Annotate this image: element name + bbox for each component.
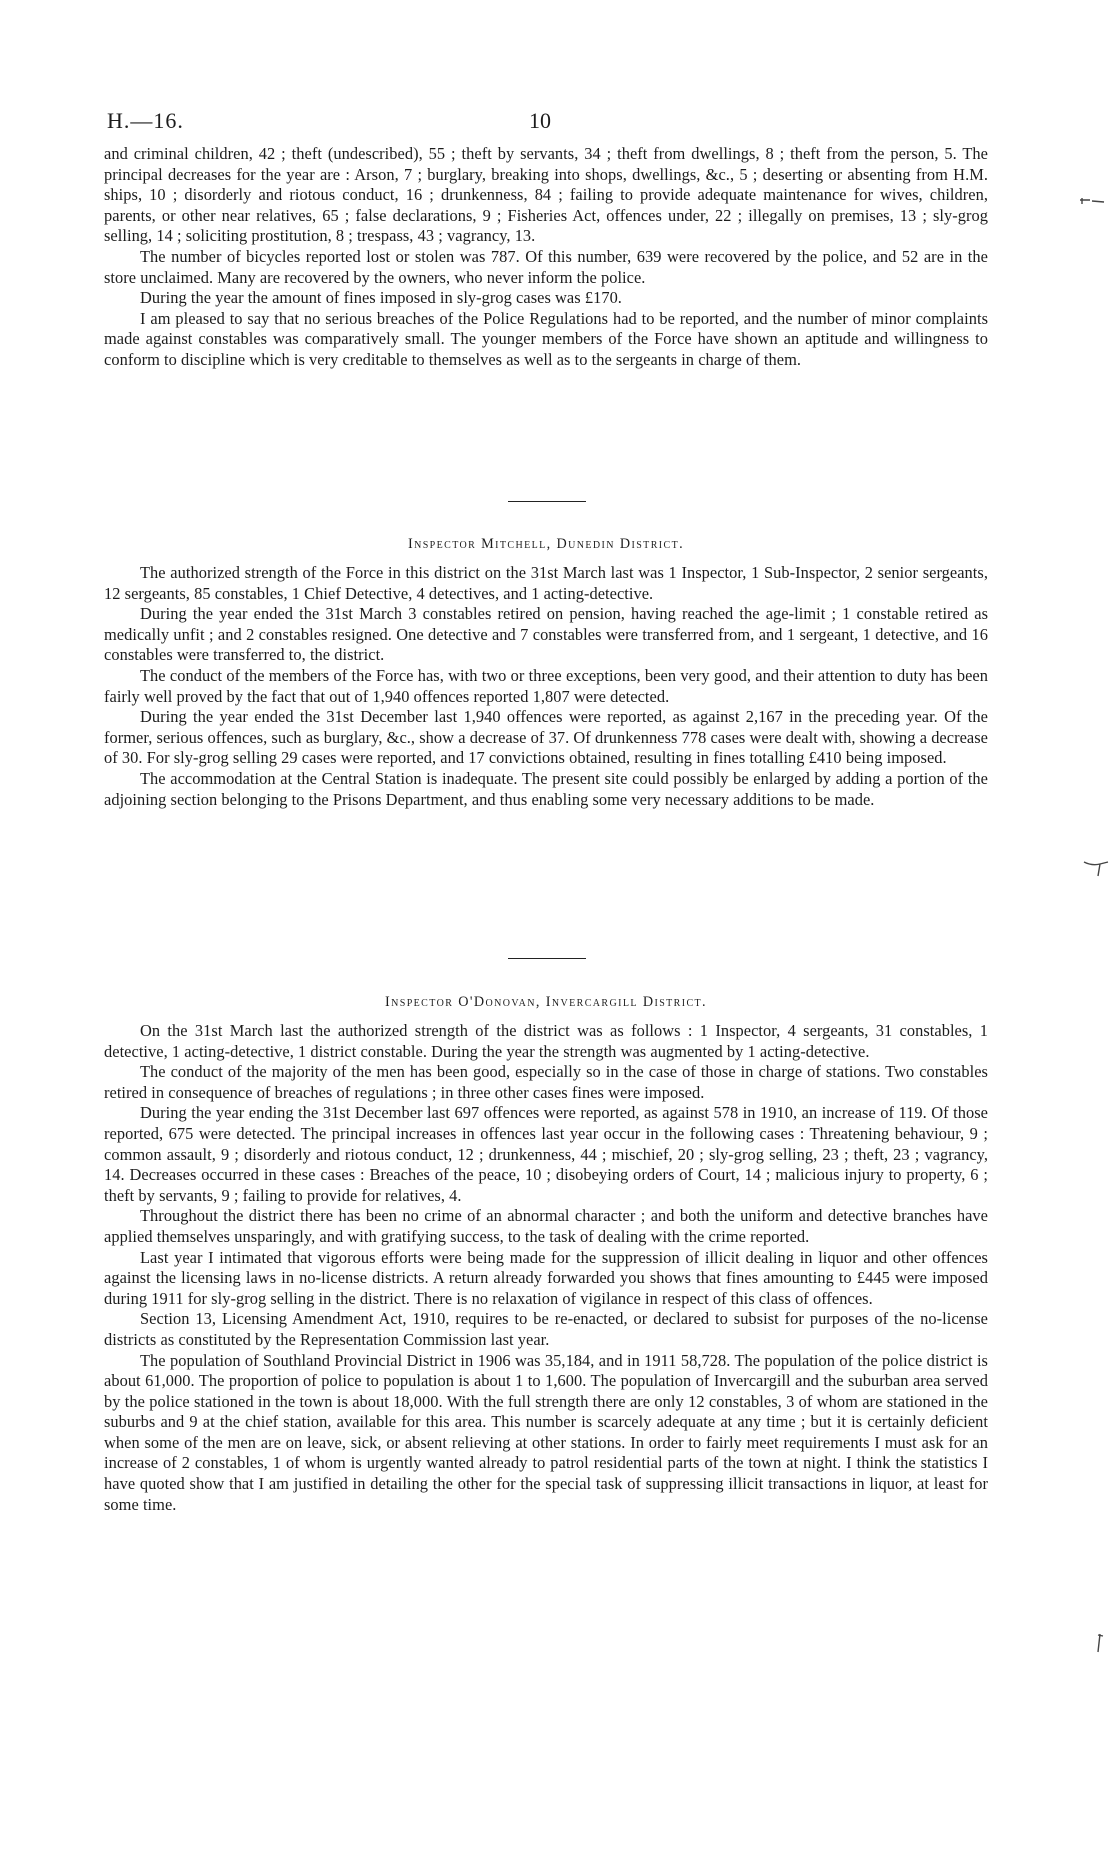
margin-mark-icon: [1082, 856, 1110, 878]
paragraph: Section 13, Licensing Amendment Act, 1910, requires to be re-enacted, or declared to subsist for purposes of the no-license districts as constituted by the Representation Commission last year.: [104, 1309, 988, 1349]
paragraph: The accommodation at the Central Station is inadequate. The present site could possibly be enlarged by adding a portion of the adjoining section belonging to the Prisons Department, and thus enabling some very necessary additions to be made.: [104, 768, 988, 809]
section-heading: Inspector Mitchell, Dunedin District.: [407, 536, 685, 552]
paragraph: During the year the amount of fines imposed in sly-grog cases was £170.: [140, 288, 622, 308]
page-number: 10: [529, 108, 551, 133]
section-divider: [508, 501, 586, 502]
margin-mark-icon: [1078, 194, 1108, 208]
paragraph: The number of bicycles reported lost or stolen was 787. Of this number, 639 were recovered by the police, and 52 are in the store unclaimed. Many are recovered by the owners, who never inform the police.: [104, 246, 988, 287]
paragraph: During the year ending the 31st December last 697 offences were reported, as against 578 in 1910, an increase of 119. Of those reported, 675 were detected. The principal increases in offences last year occur in the following cases : Threatening behaviour, 9 ; common assault, 9 ; disorderly and riotous conduct, 12 ; drunkenness, 44 ; mischief, 20 ; sly-grog selling, 23 ; theft, 23 ; vagrancy, 14. Decreases occurred in these cases : Breaches of the peace, 10 ; disobeying orders of Court, 14 ; malicious injury to property, 6 ; theft by servants, 9 ; failing to provide for relatives, 4.: [104, 1103, 988, 1205]
section-dunedin-district: [104, 536, 988, 810]
paragraph: and criminal children, 42 ; theft (undescribed), 55 ; theft by servants, 34 ; theft from dwellings, 8 ; theft from the person, 5. The principal decreases for the year are : Arson, 7 ; burglary, breaking into shops, dwellings, &c., 5 ; deserting or absenting from H.M. ships, 10 ; disorderly and riotous conduct, 16 ; drunkenness, 84 ; failing to provide adequate maintenance for wives, children, parents, or other near relatives, 65 ; false declarations, 9 ; Fisheries Act, offences under, 22 ; illegally on premises, 13 ; sly-grog selling, 14 ; soliciting prostitution, 8 ; trespass, 43 ; vagrancy, 13.: [104, 144, 988, 246]
section-continuation: [104, 144, 988, 371]
paragraph: The conduct of the majority of the men has been good, especially so in the case of those in charge of stations. Two constables retired in consequence of breaches of regulations ; in three other cases fines were imposed.: [104, 1062, 988, 1102]
margin-mark-icon: [1092, 1632, 1106, 1654]
paragraph: The population of Southland Provincial District in 1906 was 35,184, and in 1911 58,728. The population of the police district is about 61,000. The proportion of police to population is about 1 to 1,600. The population of Invercargill and the suburban area served by the police stationed in the town is about 18,000. With the full strength there are only 12 constables, 3 of whom are stationed in the suburbs and 9 at the chief station, available for this area. This number is scarcely adequate at any time ; but it is certainly deficient when some of the men are on leave, sick, or absent relieving at other stations. In order to fairly meet requirements I must ask for an increase of 2 constables, 1 of whom is urgently wanted already to patrol residential parts of the town at night. I think the statistics I have quoted show that I am justified in detailing the other for the special task of suppressing illicit transactions in liquor, at least for some time.: [104, 1350, 988, 1514]
paragraph: The authorized strength of the Force in this district on the 31st March last was 1 Inspector, 1 Sub-Inspector, 2 senior sergeants, 12 sergeants, 85 constables, 1 Chief Detective, 4 detectives, and 1 acting-detective.: [104, 563, 988, 603]
paragraph: The conduct of the members of the Force has, with two or three exceptions, been very good, and their attention to duty has been fairly well proved by the fact that out of 1,940 offences reported 1,807 were detected.: [104, 665, 988, 706]
section-invercargill-district: [104, 994, 988, 1515]
paragraph: Last year I intimated that vigorous efforts were being made for the suppression of illicit dealing in liquor and other offences against the licensing laws in no-license districts. A return already forwarded you shows that fines amounting to £445 were imposed during 1911 for sly-grog selling in the district. There is no relaxation of vigilance in respect of this class of offences.: [104, 1247, 988, 1308]
section-divider: [508, 958, 586, 959]
paragraph: During the year ended the 31st March 3 constables retired on pension, having reached the age-limit ; 1 constable retired as medically unfit ; and 2 constables resigned. One detective and 7 constables were transferred from, and 1 sergeant, 1 detective, and 16 constables were transferred to, the district.: [104, 604, 988, 665]
paragraph: Throughout the district there has been no crime of an abnormal character ; and both the uniform and detective branches have applied themselves unsparingly, and with gratifying success, to the task of dealing with the crime reported.: [104, 1206, 988, 1246]
paragraph: On the 31st March last the authorized strength of the district was as follows : 1 Inspector, 4 sergeants, 31 constables, 1 detective, 1 acting-detective, 1 district constable. During the year the strength was augmented by 1 acting-detective.: [104, 1021, 988, 1061]
paragraph: I am pleased to say that no serious breaches of the Police Regulations had to be reported, and the number of minor complaints made against constables was comparatively small. The younger members of the Force have shown an aptitude and willingness to conform to discipline which is very creditable to themselves as well as to the sergeants in charge of them.: [104, 308, 988, 369]
page-header: [107, 108, 987, 138]
document-reference: H.—16.: [107, 108, 184, 133]
paragraph: During the year ended the 31st December last 1,940 offences were reported, as against 2,167 in the preceding year. Of the former, serious offences, such as burglary, &c., show a decrease of 37. Of drunkenness 778 cases were dealt with, showing a decrease of 30. For sly-grog selling 29 cases were reported, and 17 convictions obtained, resulting in fines totalling £410 being imposed.: [104, 707, 988, 768]
section-heading: Inspector O'Donovan, Invercargill District.: [385, 994, 707, 1010]
